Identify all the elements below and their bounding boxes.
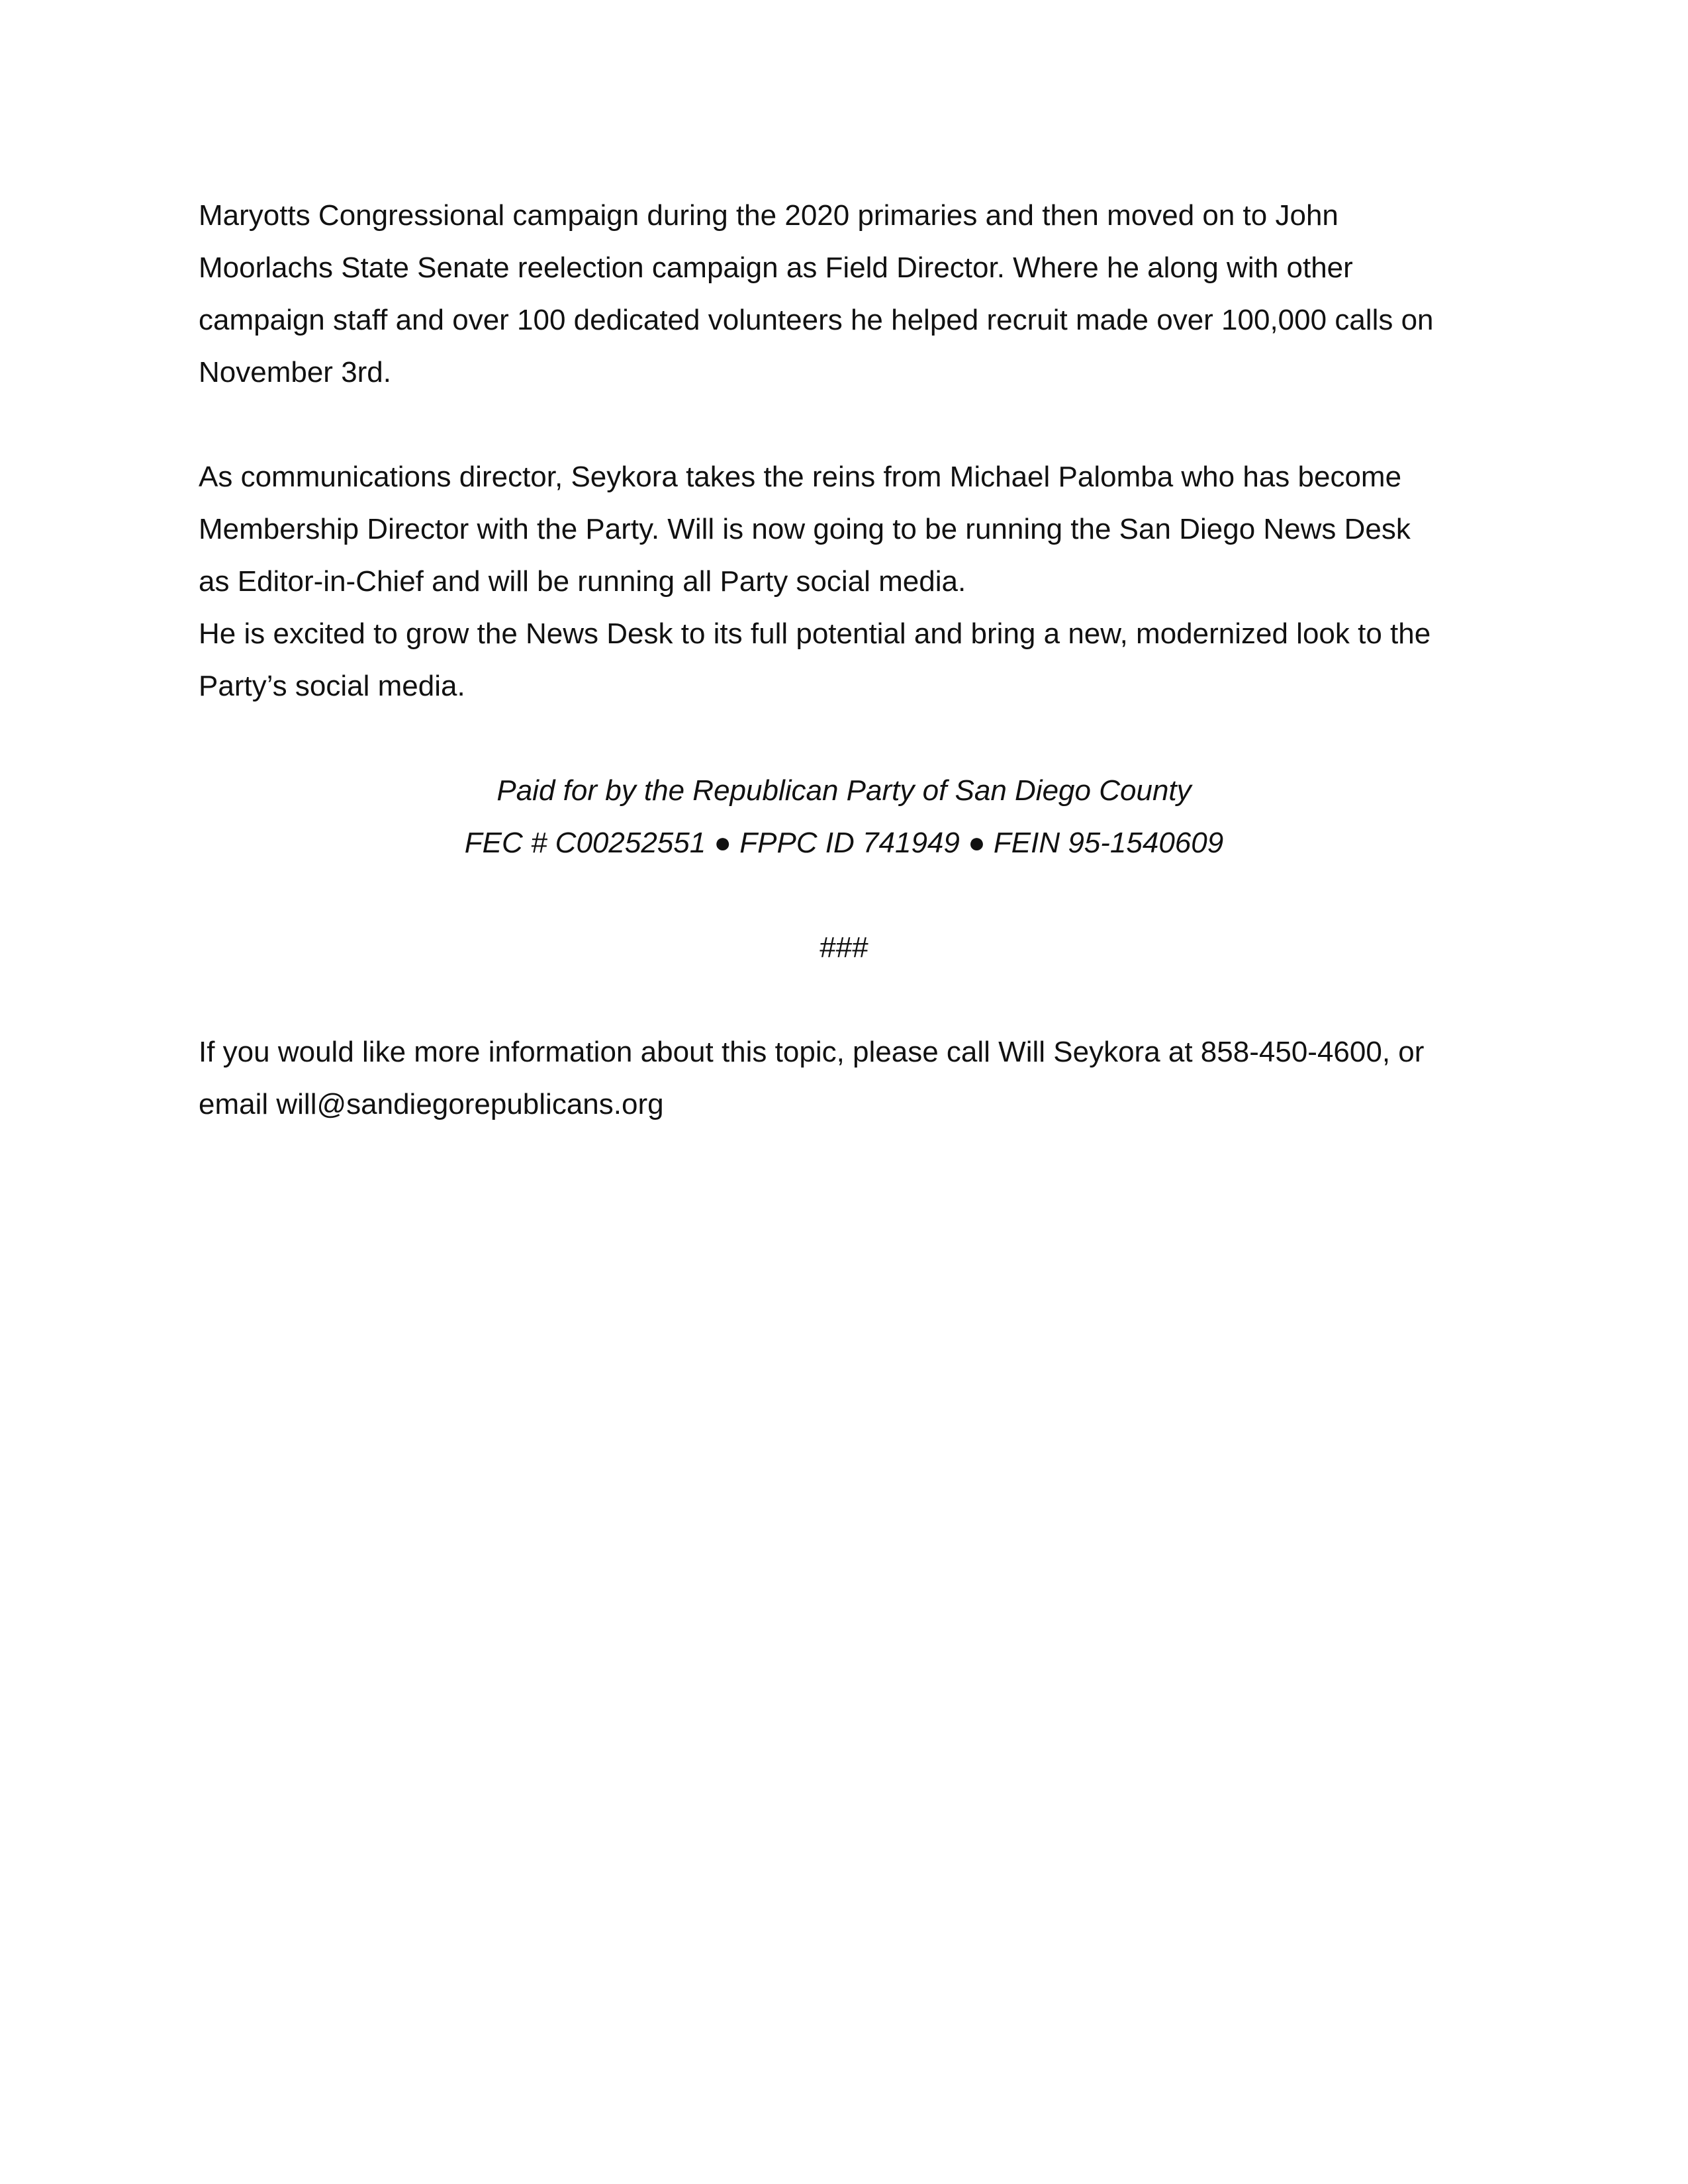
end-marker: ### <box>820 931 868 964</box>
paragraph1-line: campaign staff and over 100 dedicated volunteers he helped recruit made over 100,000 calls on <box>199 304 1434 336</box>
paragraph2-line: As communications director, Seykora takes the reins from Michael Palomba who has become <box>199 461 1402 493</box>
paragraph1-line: Maryotts Congressional campaign during the 2020 primaries and then moved on to John <box>199 199 1338 232</box>
disclaimer-ids: FEC # C00252551 ● FPPC ID 741949 ● FEIN 95-1540609 <box>464 827 1224 859</box>
paragraph2-line: Membership Director with the Party. Will is now going to be running the San Diego News Desk <box>199 513 1411 545</box>
paragraph3-line: He is excited to grow the News Desk to its full potential and bring a new, modernized look to the <box>199 617 1431 650</box>
paragraph1-line: November 3rd. <box>199 356 392 388</box>
paragraph2-line: as Editor-in-Chief and will be running all Party social media. <box>199 565 966 598</box>
contact-line: If you would like more information about this topic, please call Will Seykora at 858-450-4600, or <box>199 1036 1425 1068</box>
disclaimer-paid-for: Paid for by the Republican Party of San Diego County <box>496 774 1192 807</box>
contact-email-line: email will@sandiegorepublicans.org <box>199 1088 664 1120</box>
paragraph1-line: Moorlachs State Senate reelection campaign as Field Director. Where he along with other <box>199 251 1353 284</box>
paragraph3-line: Party’s social media. <box>199 670 465 702</box>
